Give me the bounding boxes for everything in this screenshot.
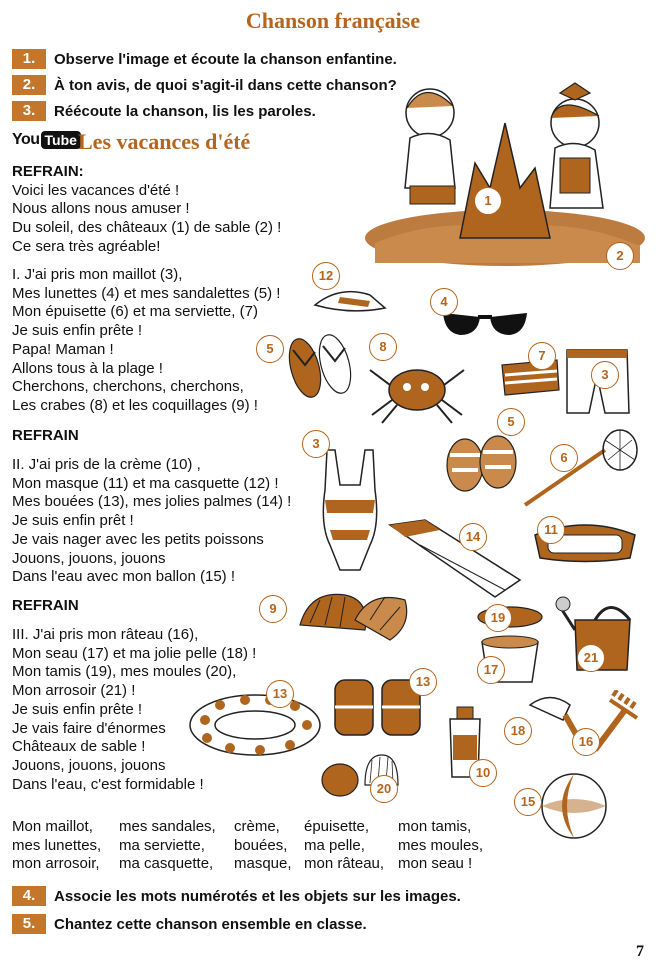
task-text: Observe l'image et écoute la chanson enfantine. [54,50,397,68]
lyric-line: II. J'ai pris de la crème (10) , [12,456,201,473]
item-badge: 21 [577,644,605,672]
word: mon tamis, [398,818,472,835]
word-list [12,818,508,874]
lyric-line: Papa! Maman ! [12,340,114,358]
word-row [12,837,508,856]
item-badge: 1 [474,187,502,215]
word: mes moules, [398,836,484,854]
word: Mon maillot, [12,818,93,835]
lyric-line: Mon arrosoir (21) ! [12,682,136,700]
item-badge: 5 [256,335,284,363]
item-badge: 7 [528,342,556,370]
item-badge: 17 [477,656,505,684]
youtube-logo[interactable] [12,131,81,149]
item-badge: 18 [504,717,532,745]
lyric-line: Ce sera très agréable! [12,237,161,255]
task-2 [12,74,397,96]
lyric-line: Mes lunettes (4) et mes sandalettes (5) ! [12,284,281,302]
page-title: Chanson française [245,8,421,33]
word: épuisette, [304,818,370,835]
refrain-block [12,163,281,257]
item-badge: 3 [591,361,619,389]
item-badge: 8 [369,333,397,361]
lyric-line: Jouons, jouons, jouons [12,549,166,567]
task-number: 5. [12,914,46,934]
item-badge: 12 [312,262,340,290]
lyric-line: Mes bouées (13), mes jolies palmes (14) ! [12,493,292,511]
lyric-line: Nous allons nous amuser ! [12,200,190,218]
word: ma pelle, [304,836,365,854]
task-number: 2. [12,75,46,95]
word: ma casquette, [119,855,214,872]
item-badge: 11 [537,516,565,544]
task-number: 1. [12,49,46,69]
word: masque, [234,855,292,872]
lyric-line: III. J'ai pris mon râteau (16), [12,626,199,643]
word: mes sandales, [119,818,216,835]
word-row [12,855,508,874]
refrain-label: REFRAIN: [12,163,84,180]
youtube-tube: Tube [41,131,81,149]
task-4 [12,885,461,907]
item-badge: 2 [606,242,634,270]
lyric-line: Je suis enfin prête ! [12,700,143,718]
refrain-label: REFRAIN [12,427,79,444]
item-badge: 9 [259,595,287,623]
word-row [12,818,508,837]
lyric-line: Je suis enfin prête ! [12,322,143,340]
refrain-label-2 [12,427,79,446]
word: mon seau ! [398,855,473,872]
lyric-line: Mon masque (11) et ma casquette (12) ! [12,474,279,492]
swim-ring-illustration [185,690,325,760]
lyric-line: Allons tous à la plage ! [12,359,163,377]
song-title: Les vacances d'été [78,129,251,154]
lyric-line: Du soleil, des châteaux (1) de sable (2) ! [12,219,282,237]
lyric-line: I. J'ai pris mon maillot (3), [12,266,183,283]
lyric-line: Je suis enfin prêt ! [12,512,134,530]
youtube-you: You [12,131,40,148]
refrain-label: REFRAIN [12,597,79,614]
task-text: À ton avis, de quoi s'agit-il dans cette chanson? [54,76,397,94]
kids-sandcastle-illustration [355,68,650,273]
lyric-line: Voici les vacances d'été ! [12,181,180,199]
item-badge: 20 [370,775,398,803]
word: mon arrosoir, [12,855,100,872]
fishing-net-illustration [520,425,640,510]
lyric-line: Je vais faire d'énormes [12,719,166,737]
task-3 [12,100,316,122]
page-number: 7 [636,943,644,960]
task-1 [12,48,397,70]
task-text: Réécoute la chanson, lis les paroles. [54,102,316,120]
lyric-line: Mon seau (17) et ma jolie pelle (18) ! [12,644,257,662]
lyric-line: Dans l'eau, c'est formidable ! [12,775,204,793]
item-badge: 13 [266,680,294,708]
item-badge: 10 [469,759,497,787]
task-text: Chantez cette chanson ensemble en classe. [54,915,367,933]
lyric-line: Mon épuisette (6) et ma serviette, (7) [12,303,258,321]
item-badge: 13 [409,668,437,696]
task-number: 3. [12,101,46,121]
task-5 [12,913,367,935]
item-badge: 15 [514,788,542,816]
item-badge: 4 [430,288,458,316]
word: ma serviette, [119,836,205,854]
task-number: 4. [12,886,46,906]
item-badge: 16 [572,728,600,756]
beach-ball-illustration [540,772,608,840]
task-text: Associe les mots numérotés et les objets sur les images. [54,887,461,905]
lyric-line: Jouons, jouons, jouons [12,756,166,774]
item-badge: 6 [550,444,578,472]
flip-flops-illustration [283,330,358,400]
word: crème, [234,818,280,835]
item-badge: 3 [302,430,330,458]
word: bouées, [234,836,288,854]
word: mon râteau, [304,855,385,872]
lyric-line: Les crabes (8) et les coquillages (9) ! [12,396,258,414]
swimsuit-illustration [315,445,385,575]
lyric-line: Cherchons, cherchons, cherchons, [12,378,244,396]
lyric-line: Je vais nager avec les petits poissons [12,530,264,548]
verse-1 [12,266,280,416]
verse-2 [12,456,291,587]
item-badge: 19 [484,604,512,632]
lyric-line: Châteaux de sable ! [12,738,146,756]
refrain-label-3 [12,597,79,616]
word: mes lunettes, [12,836,102,854]
seashells-illustration [290,585,415,645]
item-badge: 5 [497,408,525,436]
item-badge: 14 [459,523,487,551]
lyric-line: Dans l'eau avec mon ballon (15) ! [12,568,235,586]
lyric-line: Mon tamis (19), mes moules (20), [12,663,237,681]
